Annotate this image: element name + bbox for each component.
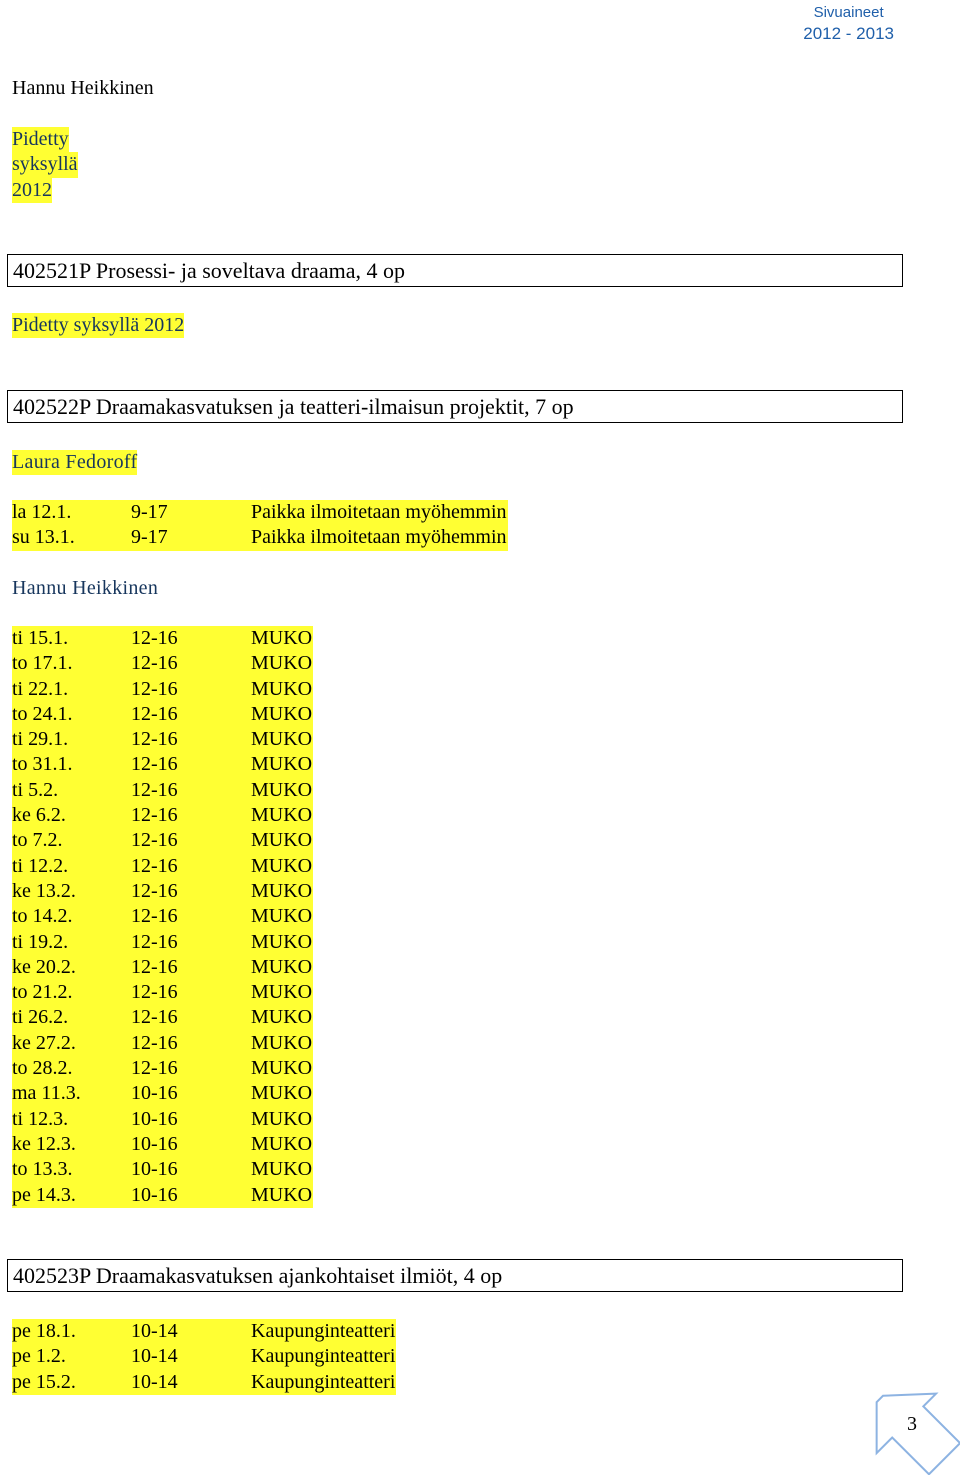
held-line-3: 2012 — [12, 178, 52, 203]
document-header — [803, 2, 894, 44]
session-day: pe 15.2. — [12, 1370, 76, 1393]
session-time: 10-16 — [131, 1107, 178, 1130]
held-line-1: Pidetty — [12, 127, 69, 152]
schedule-row — [12, 1081, 313, 1106]
session-place: MUKO — [251, 1082, 313, 1105]
header-years: 2012 - 2013 — [803, 24, 894, 43]
session-day: to 14.2. — [12, 905, 73, 928]
session-place: MUKO — [251, 778, 313, 801]
session-time: 12-16 — [131, 728, 178, 751]
schedule-row — [12, 828, 313, 853]
held-line-2: syksyllä — [12, 152, 78, 177]
schedule-row — [12, 980, 313, 1005]
session-place: MUKO — [251, 627, 313, 649]
session-place: MUKO — [251, 854, 313, 877]
session-place: MUKO — [251, 1006, 313, 1029]
schedule-table-a — [12, 500, 508, 551]
session-day: ti 29.1. — [12, 728, 69, 751]
session-day: to 31.1. — [12, 753, 73, 776]
schedule-row — [12, 1183, 313, 1208]
schedule-row — [12, 626, 313, 651]
session-day: la 12.1. — [12, 501, 72, 523]
session-time: 12-16 — [131, 955, 178, 978]
session-place: MUKO — [251, 1057, 313, 1080]
session-time: 12-16 — [131, 652, 178, 675]
session-time: 12-16 — [131, 677, 178, 700]
schedule-row — [12, 727, 313, 752]
session-time: 12-16 — [131, 879, 178, 902]
session-day: ma 11.3. — [12, 1082, 81, 1105]
schedule-row — [12, 752, 313, 777]
session-place: MUKO — [251, 753, 313, 776]
page-number-arrow-icon — [864, 1383, 960, 1475]
session-place: MUKO — [251, 879, 313, 902]
session-place: MUKO — [251, 728, 313, 751]
session-day: ti 12.3. — [12, 1107, 69, 1130]
session-time: 9-17 — [131, 526, 168, 549]
session-day: ti 12.2. — [12, 854, 69, 877]
session-place: MUKO — [251, 1107, 313, 1130]
page-number: 3 — [907, 1413, 917, 1435]
schedule-table-c — [12, 1319, 396, 1395]
schedule-row — [12, 1056, 313, 1081]
session-place: MUKO — [251, 1183, 313, 1206]
session-place: MUKO — [251, 677, 313, 700]
schedule-row — [12, 677, 313, 702]
session-place: MUKO — [251, 981, 313, 1004]
session-time: 12-16 — [131, 1031, 178, 1054]
session-time: 10-16 — [131, 1132, 178, 1155]
session-place: MUKO — [251, 1031, 313, 1054]
schedule-row — [12, 500, 508, 525]
session-time: 10-16 — [131, 1158, 178, 1181]
schedule-row — [12, 1157, 313, 1182]
session-place: MUKO — [251, 930, 313, 953]
schedule-row — [12, 778, 313, 803]
session-place: Kaupunginteatteri — [251, 1345, 396, 1368]
schedule-row — [12, 702, 313, 727]
session-place: Paikka ilmoitetaan myöhemmin — [251, 501, 507, 523]
schedule-row — [12, 904, 313, 929]
session-time: 12-16 — [131, 1006, 178, 1029]
session-day: ke 12.3. — [12, 1132, 76, 1155]
schedule-c — [12, 1319, 396, 1395]
session-day: to 7.2. — [12, 829, 63, 852]
session-day: to 13.3. — [12, 1158, 73, 1181]
session-day: ti 15.1. — [12, 627, 69, 649]
session-place: Paikka ilmoitetaan myöhemmin — [251, 526, 507, 549]
session-time: 12-16 — [131, 753, 178, 776]
session-time: 10-16 — [131, 1082, 178, 1105]
session-time: 12-16 — [131, 905, 178, 928]
course-title-402522P: 402522P Draamakasvatuksen ja teatteri-ilmaisun projektit, 7 op — [7, 390, 903, 423]
session-day: to 28.2. — [12, 1057, 73, 1080]
schedule-b — [12, 626, 313, 1208]
session-time: 12-16 — [131, 1057, 178, 1080]
session-day: pe 1.2. — [12, 1345, 66, 1368]
session-place: MUKO — [251, 652, 313, 675]
session-time: 12-16 — [131, 778, 178, 801]
session-day: to 21.2. — [12, 981, 73, 1004]
schedule-row — [12, 1344, 396, 1369]
teacher-name-laura: Laura Fedoroff — [12, 451, 138, 473]
session-day: ke 6.2. — [12, 804, 66, 827]
session-time: 12-16 — [131, 981, 178, 1004]
session-day: ti 26.2. — [12, 1006, 69, 1029]
session-day: ke 20.2. — [12, 955, 76, 978]
session-time: 12-16 — [131, 930, 178, 953]
schedule-row — [12, 525, 508, 550]
session-day: to 24.1. — [12, 702, 73, 725]
session-place: MUKO — [251, 702, 313, 725]
session-place: MUKO — [251, 1158, 313, 1181]
course-title-402521P: 402521P Prosessi- ja soveltava draama, 4 op — [7, 254, 903, 287]
header-title: Sivuaineet — [813, 4, 884, 21]
session-day: ke 27.2. — [12, 1031, 76, 1054]
schedule-row — [12, 1370, 396, 1395]
session-day: to 17.1. — [12, 652, 73, 675]
session-day: ti 19.2. — [12, 930, 69, 953]
schedule-row — [12, 1005, 313, 1030]
session-time: 10-16 — [131, 1183, 178, 1206]
session-place: MUKO — [251, 1132, 313, 1155]
session-day: ti 22.1. — [12, 677, 69, 700]
course1-held-note: Pidetty syksyllä 2012 — [12, 314, 185, 336]
session-time: 10-14 — [131, 1370, 178, 1393]
schedule-row — [12, 854, 313, 879]
session-place: MUKO — [251, 804, 313, 827]
course-title-402523P: 402523P Draamakasvatuksen ajankohtaiset ilmiöt, 4 op — [7, 1259, 903, 1292]
session-time: 10-14 — [131, 1320, 178, 1342]
held-note-top — [12, 127, 78, 203]
schedule-row — [12, 1107, 313, 1132]
session-time: 12-16 — [131, 702, 178, 725]
teacher-name-hannu: Hannu Heikkinen — [12, 577, 159, 599]
schedule-row — [12, 955, 313, 980]
session-day: ti 5.2. — [12, 778, 59, 801]
schedule-row — [12, 1319, 396, 1344]
session-time: 12-16 — [131, 829, 178, 852]
session-place: Kaupunginteatteri — [251, 1320, 396, 1342]
session-day: pe 18.1. — [12, 1320, 76, 1342]
session-place: MUKO — [251, 955, 313, 978]
schedule-row — [12, 1031, 313, 1056]
session-time: 12-16 — [131, 804, 178, 827]
session-day: pe 14.3. — [12, 1183, 76, 1206]
session-day: su 13.1. — [12, 526, 75, 549]
schedule-row — [12, 930, 313, 955]
session-place: MUKO — [251, 905, 313, 928]
schedule-table-b — [12, 626, 313, 1208]
session-place: Kaupunginteatteri — [251, 1370, 396, 1393]
schedule-row — [12, 651, 313, 676]
session-place: MUKO — [251, 829, 313, 852]
schedule-row — [12, 1132, 313, 1157]
session-time: 12-16 — [131, 854, 178, 877]
session-time: 12-16 — [131, 627, 178, 649]
schedule-row — [12, 879, 313, 904]
session-time: 9-17 — [131, 501, 168, 523]
session-time: 10-14 — [131, 1345, 178, 1368]
schedule-a — [12, 500, 508, 551]
teacher-name-top: Hannu Heikkinen — [12, 77, 154, 99]
schedule-row — [12, 803, 313, 828]
session-day: ke 13.2. — [12, 879, 76, 902]
